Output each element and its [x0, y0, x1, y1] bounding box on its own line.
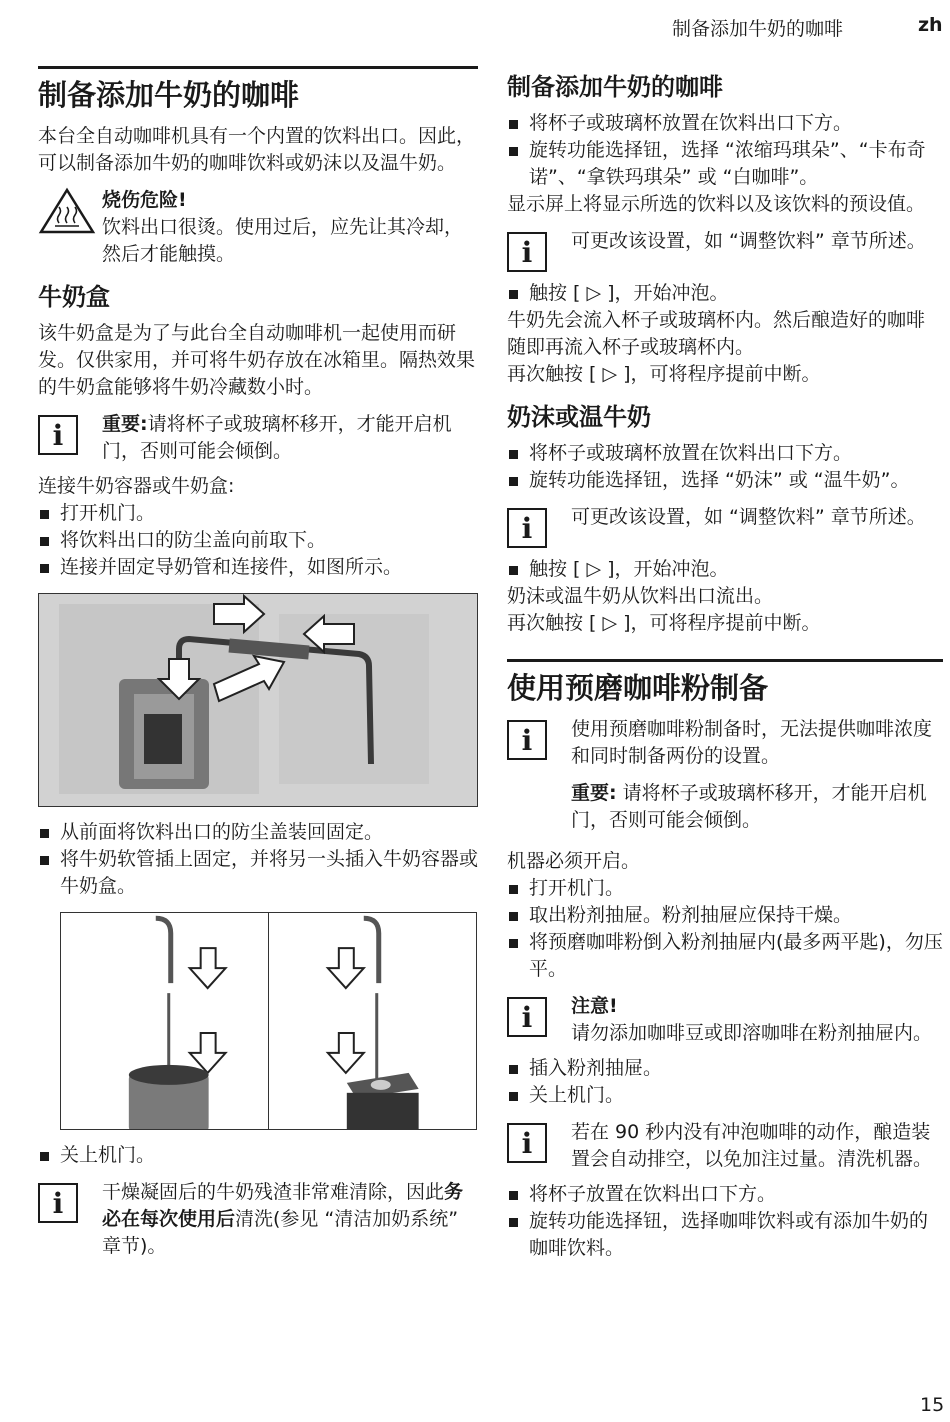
list-item: 连接并固定导奶管和连接件，如图所示。 — [38, 554, 478, 581]
step-list-connect — [38, 500, 478, 581]
burn-warning — [38, 187, 478, 268]
list-item: 将杯子或玻璃杯放置在饮料出口下方。 — [507, 110, 943, 137]
left-column — [38, 66, 478, 1268]
foam-step-list — [507, 440, 943, 494]
milk-hose-insertion-figure — [60, 912, 477, 1130]
touch-stop-text-foam: 再次触按 [ ▷ ]，可将程序提前中断。 — [507, 612, 821, 634]
touch-start-list-foam — [507, 556, 943, 583]
coffee-step-list — [507, 110, 943, 191]
info-icon: i — [507, 232, 547, 272]
list-item: 将饮料出口的防尘盖向前取下。 — [38, 527, 478, 554]
note-bold-label: 重要: — [571, 782, 617, 804]
right-column — [507, 66, 943, 1262]
intro-paragraph: 本台全自动咖啡机具有一个内置的饮料出口。因此，可以制备添加牛奶的咖啡饮料或奶沫以及温牛奶。 — [38, 125, 476, 174]
info-icon: i — [507, 720, 547, 760]
list-item: 旋转功能选择钮，选择 “奶沫” 或 “温牛奶”。 — [507, 467, 943, 494]
list-item: 插入粉剂抽屉。 — [507, 1055, 943, 1082]
list-item: 取出粉剂抽屉。粉剂抽屉应保持干燥。 — [507, 902, 943, 929]
touch-stop-text: 再次触按 [ ▷ ]，可将程序提前中断。 — [507, 363, 821, 385]
note-bold-text: 务必在每次使用后 — [102, 1181, 464, 1230]
note-text: 使用预磨咖啡粉制备时，无法提供咖啡浓度和同时制备两份的设置。 — [571, 718, 933, 767]
section-title-milk-coffee: 制备添加牛奶的咖啡 — [38, 78, 300, 112]
milk-tube-illustration — [39, 594, 477, 806]
section-title-prepare-coffee-milk: 制备添加牛奶的咖啡 — [507, 73, 723, 101]
ground-step-list-2 — [507, 1055, 943, 1109]
note-text: 干燥凝固后的牛奶残渣非常难清除，因此 — [102, 1181, 445, 1203]
info-icon: i — [507, 508, 547, 548]
coffee-flow-text: 牛奶先会流入杯子或玻璃杯内。然后酿造好的咖啡随即再流入杯子或玻璃杯内。 — [507, 309, 926, 358]
section-divider — [507, 659, 943, 662]
info-note-ground — [507, 716, 943, 834]
info-icon: i — [507, 1123, 547, 1163]
list-item: 从前面将饮料出口的防尘盖装回固定。 — [38, 819, 478, 846]
machine-on-text: 机器必须开启。 — [507, 850, 641, 872]
list-item: 将杯子放置在饮料出口下方。 — [507, 1181, 943, 1208]
milk-box-illustration — [269, 913, 477, 1129]
ground-step-list-3 — [507, 1181, 943, 1262]
note-text: 可更改该设置，如 “调整饮料” 章节所述。 — [571, 506, 926, 528]
section-title-milk-box: 牛奶盒 — [38, 283, 110, 311]
list-item: 关上机门。 — [38, 1142, 478, 1169]
info-icon: i — [38, 1183, 78, 1223]
connect-label: 连接牛奶容器或牛奶盒: — [38, 475, 235, 497]
list-item: 打开机门。 — [507, 875, 943, 902]
note-text: 可更改该设置，如 “调整饮料” 章节所述。 — [571, 230, 926, 252]
info-note-90-seconds — [507, 1119, 943, 1173]
list-item: 触按 [ ▷ ]，开始冲泡。 — [507, 556, 943, 583]
list-item: 旋转功能选择钮，选择 “浓缩玛琪朵”、“卡布奇诺”、“拿铁玛琪朵” 或 “白咖啡”。 — [507, 137, 943, 191]
warning-title: 烧伤危险! — [102, 189, 187, 211]
hot-surface-warning-icon — [38, 187, 96, 235]
foam-flow-text: 奶沫或温牛奶从饮料出口流出。 — [507, 585, 774, 607]
milk-box-intro: 该牛奶盒是为了与此台全自动咖啡机一起使用而研发。仅供家用，并可将牛奶存放在冰箱里。隔热效果的牛奶盒能够将牛奶冷藏数小时。 — [38, 322, 476, 398]
display-info: 显示屏上将显示所选的饮料以及该饮料的预设值。 — [507, 193, 926, 215]
info-note-attention — [507, 993, 943, 1047]
step-list-close — [38, 1142, 478, 1169]
list-item: 触按 [ ▷ ]，开始冲泡。 — [507, 280, 943, 307]
attention-title: 注意! — [571, 995, 618, 1017]
info-icon: i — [38, 415, 78, 455]
note-text: 请将杯子或玻璃杯移开，才能开启机门，否则可能会倾倒。 — [571, 782, 927, 831]
note-text: 若在 90 秒内没有冲泡咖啡的动作，酿造装置会自动排空，以免加注过量。清洗机器。 — [571, 1121, 933, 1170]
section-title-foam-milk: 奶沫或温牛奶 — [507, 403, 651, 431]
step-list-reattach — [38, 819, 478, 900]
touch-start-list — [507, 280, 943, 307]
language-code: zh — [918, 14, 943, 36]
info-icon: i — [507, 997, 547, 1037]
note-text: 请将杯子或玻璃杯移开，才能开启机门，否则可能会倾倒。 — [102, 413, 452, 462]
attention-text: 请勿添加咖啡豆或即溶咖啡在粉剂抽屉内。 — [571, 1022, 933, 1044]
list-item: 打开机门。 — [38, 500, 478, 527]
running-header-title: 制备添加牛奶的咖啡 — [672, 18, 844, 40]
ground-step-list-1 — [507, 875, 943, 983]
info-note-important — [38, 411, 478, 465]
page-number: 15 — [920, 1394, 945, 1416]
warning-text: 饮料出口很烫。使用过后，应先让其冷却，然后才能触摸。 — [102, 216, 464, 265]
info-note-adjust-foam — [507, 504, 943, 548]
note-text: 清洗(参见 “清洁加奶系统” 章节)。 — [102, 1208, 459, 1257]
list-item: 将杯子或玻璃杯放置在饮料出口下方。 — [507, 440, 943, 467]
info-note-cleaning — [38, 1179, 478, 1260]
section-title-ground-coffee: 使用预磨咖啡粉制备 — [507, 671, 769, 705]
milk-tube-connection-figure — [38, 593, 478, 807]
note-bold-label: 重要: — [102, 413, 148, 435]
list-item: 旋转功能选择钮，选择咖啡饮料或有添加牛奶的咖啡饮料。 — [507, 1208, 943, 1262]
list-item: 关上机门。 — [507, 1082, 943, 1109]
list-item: 将牛奶软管插上固定，并将另一头插入牛奶容器或牛奶盒。 — [38, 846, 478, 900]
info-note-adjust — [507, 228, 943, 272]
milk-container-illustration — [61, 913, 268, 1129]
list-item: 将预磨咖啡粉倒入粉剂抽屉内(最多两平匙)，勿压平。 — [507, 929, 943, 983]
